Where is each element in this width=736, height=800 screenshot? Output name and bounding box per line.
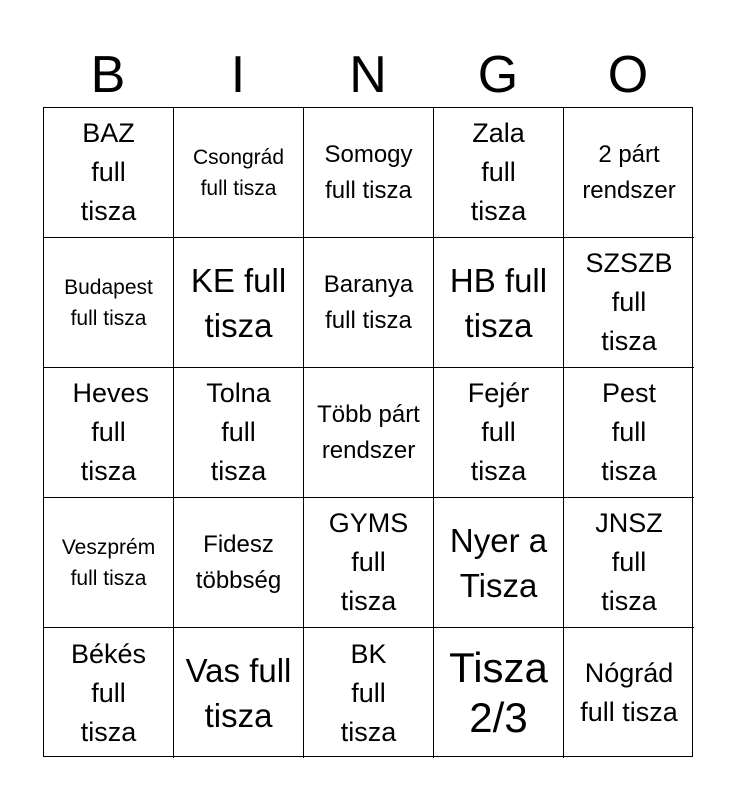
bingo-cell[interactable] [304,108,434,238]
bingo-cell[interactable] [434,498,564,628]
cell-label: BK full tisza [340,638,397,747]
bingo-cell[interactable] [174,238,304,368]
bingo-cell[interactable] [304,368,434,498]
header-letter-n: N [349,46,387,104]
cell-label: HB full tisza [449,261,548,344]
bingo-cell[interactable] [304,498,434,628]
cell-label: Több párt rendszer [317,400,420,464]
bingo-cell[interactable] [564,498,694,628]
bingo-cell[interactable] [434,238,564,368]
header-letter-i: I [230,46,246,104]
cell-label: KE full tisza [190,261,287,344]
bingo-cell[interactable] [44,498,174,628]
cell-label: Somogy full tisza [324,140,413,204]
cell-label: Vas full tisza [185,652,292,734]
bingo-board [43,107,693,757]
bingo-cell[interactable] [304,238,434,368]
bingo-cell[interactable] [434,368,564,498]
bingo-cell[interactable] [304,628,434,758]
header-letter-b: B [90,46,126,104]
cell-label: Pest full tisza [601,378,657,486]
bingo-cell[interactable] [44,628,174,758]
cell-label: 2 párt rendszer [582,140,676,204]
cell-label: Csongrád full tisza [192,145,285,200]
bingo-cell[interactable] [174,368,304,498]
cell-label: Fidesz többség [195,530,282,594]
bingo-cell[interactable] [564,628,694,758]
cell-label: Veszprém full tisza [61,535,156,590]
header-letter-g: G [477,46,519,104]
bingo-cell[interactable] [564,108,694,238]
bingo-cell[interactable] [44,238,174,368]
cell-label: BAZ full tisza [80,118,137,226]
cell-label: JNSZ full tisza [595,508,663,616]
cell-label: GYMS full tisza [328,508,409,616]
cell-label: Fejér full tisza [467,378,530,486]
cell-label: SZSZB full tisza [585,248,673,356]
bingo-cell[interactable] [174,108,304,238]
cell-label: Zala full tisza [470,118,527,226]
cell-label: Baranya full tisza [323,270,414,334]
bingo-header [43,44,693,106]
bingo-cell[interactable] [434,628,564,758]
cell-label: Nyer a Tisza [449,521,548,604]
cell-label: Budapest full tisza [64,275,153,330]
bingo-cell[interactable] [44,368,174,498]
cell-label: Nógrád full tisza [580,658,678,727]
header-letter-o: O [607,46,649,104]
bingo-cell[interactable] [174,628,304,758]
cell-label: Tolna full tisza [206,378,271,486]
bingo-cell[interactable] [44,108,174,238]
cell-label: Békés full tisza [70,638,147,747]
bingo-cell[interactable] [174,498,304,628]
cell-label: Heves full tisza [72,378,150,486]
bingo-cell[interactable] [564,368,694,498]
bingo-cell[interactable] [564,238,694,368]
bingo-cell[interactable] [434,108,564,238]
cell-label: Tisza 2/3 [449,644,548,741]
